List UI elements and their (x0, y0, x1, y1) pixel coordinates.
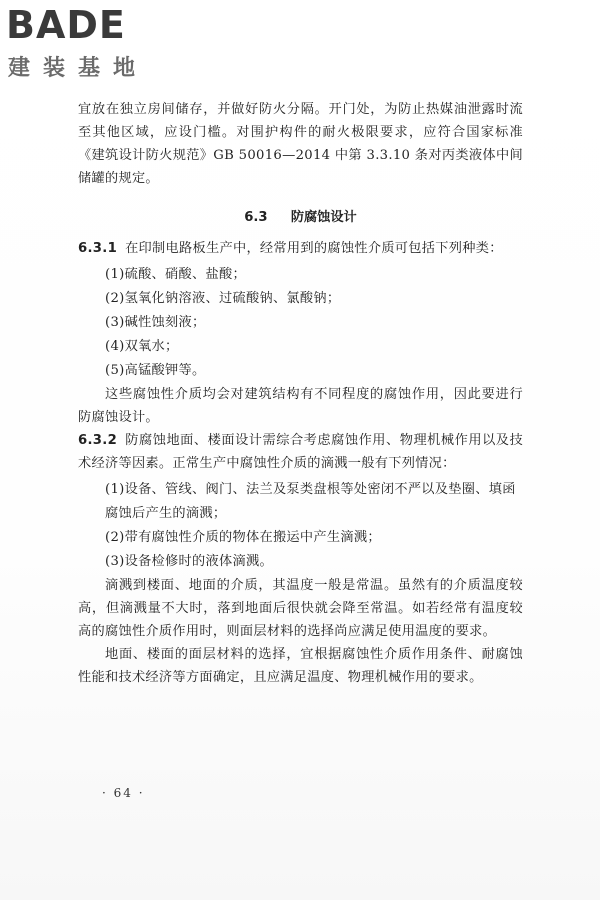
clause-6-3-1 (78, 237, 523, 260)
logo-wordmark: BADE (6, 3, 126, 47)
section-title: 防腐蚀设计 (290, 210, 357, 225)
list-item: (1)硫酸、硝酸、盐酸； (105, 267, 246, 282)
list-item: (4)双氧水； (105, 339, 179, 354)
clause-number: 6.3.1 (78, 241, 118, 256)
document-body (78, 98, 523, 689)
list-item: (2)氢氧化钠溶液、过硫酸钠、氯酸钠； (105, 291, 341, 306)
clause-paragraph: 滴溅到楼面、地面的介质，其温度一般是常温。虽然有的介质温度较高，但滴溅量不大时，落到地面后很快就会降至常温。如若经常有温度较高的腐蚀性介质作用时，则面层材料的选择尚应满足使用温度的要求。 (78, 578, 523, 639)
clause-text: 在印制电路板生产中，经常用到的腐蚀性介质可包括下列种类： (125, 241, 503, 256)
clause-6-3-2 (78, 429, 523, 475)
list-item: (3)碱性蚀刻液； (105, 315, 206, 330)
clause-text: 防腐蚀地面、楼面设计需综合考虑腐蚀作用、物理机械作用以及技术经济等因素。正常生产中腐蚀性介质的滴溅一般有下列情况： (78, 433, 523, 471)
clause-closing: 这些腐蚀性介质均会对建筑结构有不同程度的腐蚀作用，因此要进行防腐蚀设计。 (78, 387, 523, 425)
bade-logo (6, 4, 176, 94)
clause-paragraph: 地面、楼面的面层材料的选择，宜根据腐蚀性介质作用条件、耐腐蚀性能和技术经济等方面确定，且应满足温度、物理机械作用的要求。 (78, 647, 523, 685)
section-heading (78, 206, 523, 229)
list-item: (5)高锰酸钾等。 (105, 363, 206, 378)
intro-paragraph: 宜放在独立房间储存，并做好防火分隔。开门处，为防止热媒油泄露时流至其他区域，应设门槛。对围护构件的耐火极限要求，应符合国家标准《建筑设计防火规范》GB 50016—2014 中第 3.3.10 条对丙类液体中间储罐的规定。 (78, 102, 523, 186)
list-item: (3)设备检修时的液体滴溅。 (105, 554, 273, 569)
page-number: · 64 · (102, 786, 145, 800)
logo-subtitle: 建装基地 (8, 56, 149, 81)
section-number: 6.3 (244, 210, 268, 225)
clause-number: 6.3.2 (78, 433, 118, 448)
list-item: (1)设备、管线、阀门、法兰及泵类盘根等处密闭不严以及垫圈、填函腐蚀后产生的滴溅； (105, 482, 516, 521)
list-item: (2)带有腐蚀性介质的物体在搬运中产生滴溅； (105, 530, 381, 545)
